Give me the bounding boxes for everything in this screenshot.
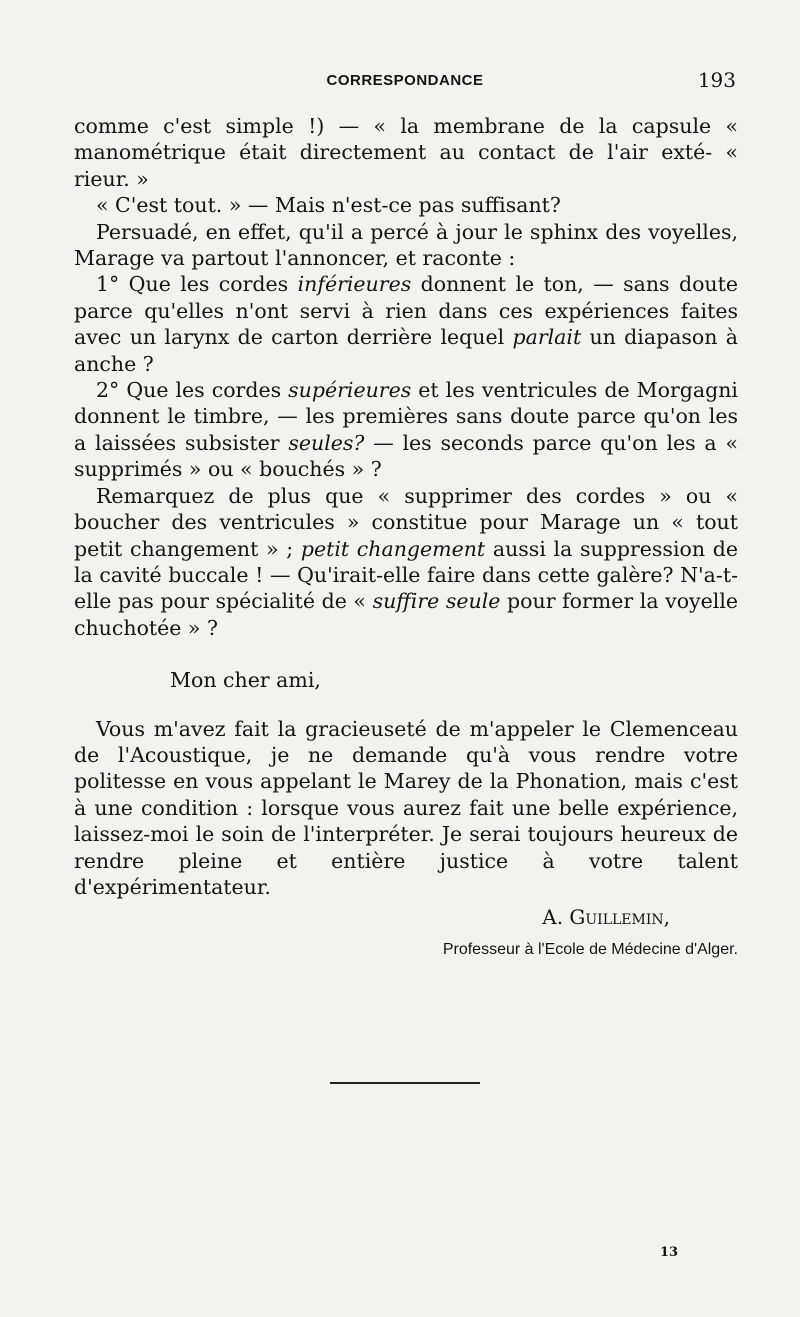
emphasis: parlait: [512, 325, 582, 350]
emphasis: suffire seule: [372, 589, 501, 614]
text-run: un diapason à anche ?: [74, 325, 738, 376]
signature-name: A. Guillemin,: [542, 905, 670, 930]
text-run: — les seconds parce qu'on les a « supprimés » ou « bouchés » ?: [74, 430, 738, 482]
body-text: [74, 113, 738, 963]
paragraph-5: [74, 377, 738, 483]
text-run: 1° Que les cordes: [96, 272, 298, 297]
text-run: Remarquez de plus que « supprimer des cordes » ou « boucher des ventricules » constitue pour Marage un « tout petit changement » ;: [74, 483, 738, 561]
signature: [74, 904, 738, 930]
text-run: aussi la suppression de la cavité buccale ! — Qu'irait-elle faire dans cette galère? N'a-t-elle pas pour spécialité de «: [74, 536, 738, 614]
paragraph-1: comme c'est simple !) — « la membrane de la capsule « manométrique était directement au contact de l'air exté- « rieur. »: [74, 114, 738, 191]
page-header: [74, 68, 736, 98]
affiliation: Professeur à l'Ecole de Médecine d'Alger.: [442, 940, 738, 958]
emphasis: inférieures: [297, 272, 412, 297]
emphasis: supérieures: [288, 378, 412, 403]
section-divider: [330, 1082, 480, 1084]
text-run: et les ventricules de Morgagni donnent le timbre, — les premières sans doute parce qu'on les a laissées subsister: [74, 378, 738, 455]
text-run: pour former la voyelle chuchotée » ?: [74, 589, 739, 640]
emphasis: petit changement: [300, 536, 486, 561]
salutation: Mon cher ami,: [170, 668, 321, 693]
printer-signature-mark: 13: [660, 1245, 679, 1260]
text-run: 2° Que les cordes: [96, 378, 289, 403]
paragraph-7: Vous m'avez fait la gracieuseté de m'appeler le Clemenceau de l'Acoustique, je ne demande qu'à vous rendre votre politesse en vous appelant le Marey de la Phonation, mais c'est à une condition : lorsque vous aurez fait une belle expérience, laissez-moi le soin de l'interpréter. Je serai toujours heureux de rendre pleine et entière justice à votre talent d'expérimentateur.: [74, 716, 738, 899]
paragraph-4: [74, 271, 738, 377]
running-title: CORRESPONDANCE: [326, 72, 484, 89]
page-number: 193: [697, 68, 736, 92]
emphasis: seules?: [288, 430, 365, 455]
paragraph-6: [74, 483, 738, 641]
text-run: donnent le ton, — sans doute parce qu'elles n'ont servi à rien dans ces expériences faites avec un larynx de carton derrière lequel: [74, 272, 738, 350]
paragraph-2: « C'est tout. » — Mais n'est-ce pas suffisant?: [96, 193, 561, 218]
paragraph-3: Persuadé, en effet, qu'il a percé à jour le sphinx des voyelles, Marage va partout l'annoncer, et raconte :: [74, 219, 738, 271]
